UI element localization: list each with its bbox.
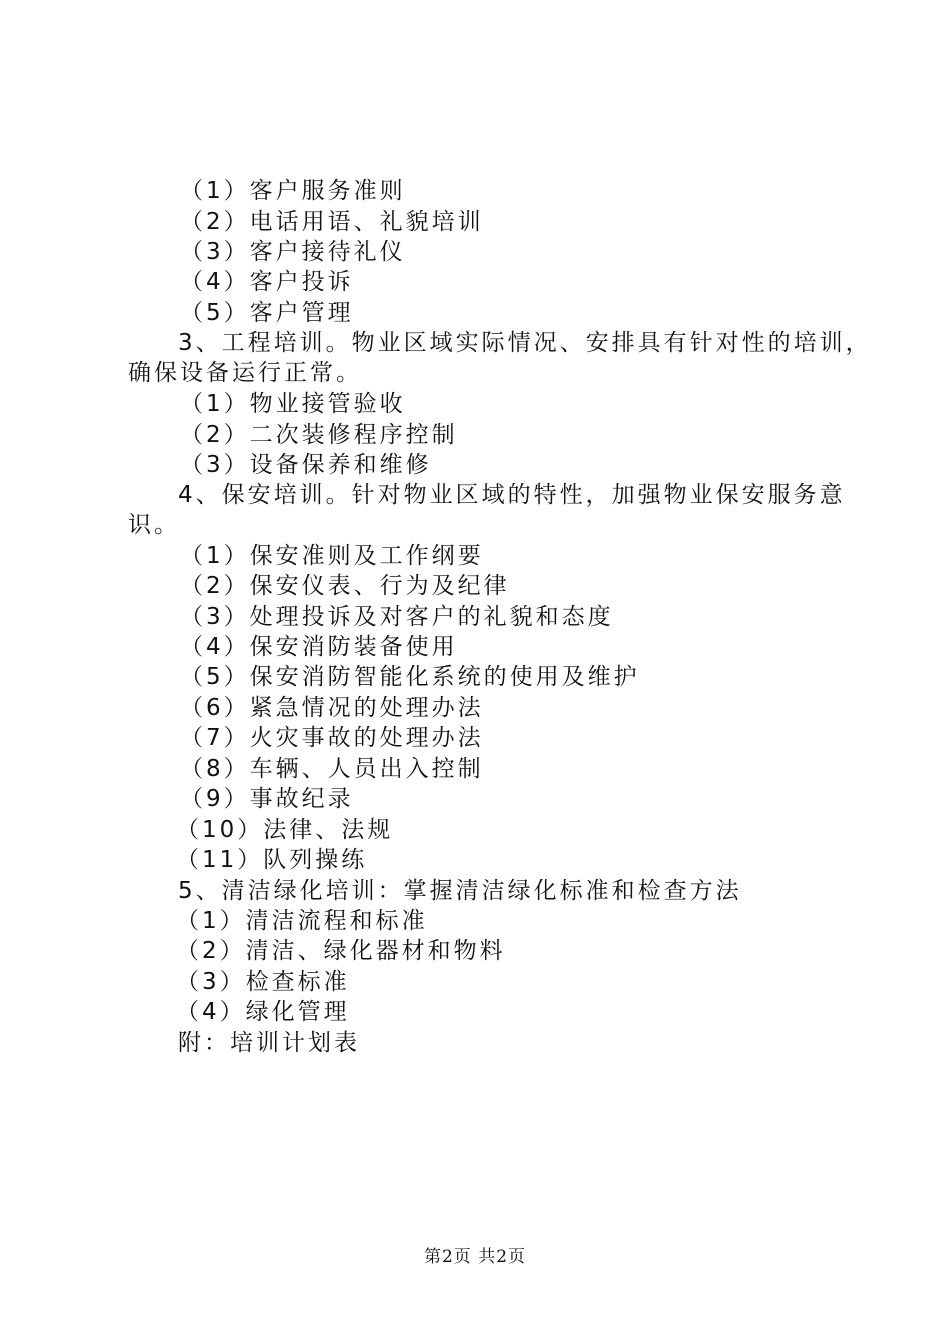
page-footer: 第2页 共2页 <box>423 1247 527 1267</box>
text-line: 附：培训计划表 <box>178 1030 360 1056</box>
text-line: （9）事故纪录 <box>180 786 354 812</box>
text-line: （1）客户服务准则 <box>180 178 406 204</box>
text-line: （1）保安准则及工作纲要 <box>180 543 484 569</box>
text-line: （5）保安消防智能化系统的使用及维护 <box>180 664 640 690</box>
text-line: 4、保安培训。针对物业区域的特性，加强物业保安服务意 <box>178 482 846 508</box>
text-line: （2）二次装修程序控制 <box>180 422 458 448</box>
text-line: （7）火灾事故的处理办法 <box>180 725 484 751</box>
text-line: （4）保安消防装备使用 <box>180 634 458 660</box>
text-line: （6）紧急情况的处理办法 <box>180 695 484 721</box>
text-line: （11）队列操练 <box>176 847 368 873</box>
text-line: （10）法律、法规 <box>176 817 394 843</box>
text-line: （5）客户管理 <box>180 300 354 326</box>
text-line: （2）保安仪表、行为及纪律 <box>180 573 510 599</box>
text-line: （3）检查标准 <box>176 969 350 995</box>
text-line: 确保设备运行正常。 <box>128 360 362 386</box>
text-line: （1）清洁流程和标准 <box>176 908 428 934</box>
text-line: （1）物业接管验收 <box>180 391 406 417</box>
text-line: （4）客户投诉 <box>180 269 354 295</box>
text-line: （2）清洁、绿化器材和物料 <box>176 938 506 964</box>
text-line: （8）车辆、人员出入控制 <box>180 756 484 782</box>
text-line: （4）绿化管理 <box>176 999 350 1025</box>
text-line: （2）电话用语、礼貌培训 <box>180 209 484 235</box>
text-line: （3）设备保养和维修 <box>180 452 432 478</box>
text-line: （3）客户接待礼仪 <box>180 239 406 265</box>
text-line: 3、工程培训。物业区域实际情况、安排具有针对性的培训， <box>178 330 872 356</box>
text-line: 识。 <box>128 512 180 538</box>
text-line: （3）处理投诉及对客户的礼貌和态度 <box>180 604 614 630</box>
text-line: 5、清洁绿化培训：掌握清洁绿化标准和检查方法 <box>178 878 742 904</box>
